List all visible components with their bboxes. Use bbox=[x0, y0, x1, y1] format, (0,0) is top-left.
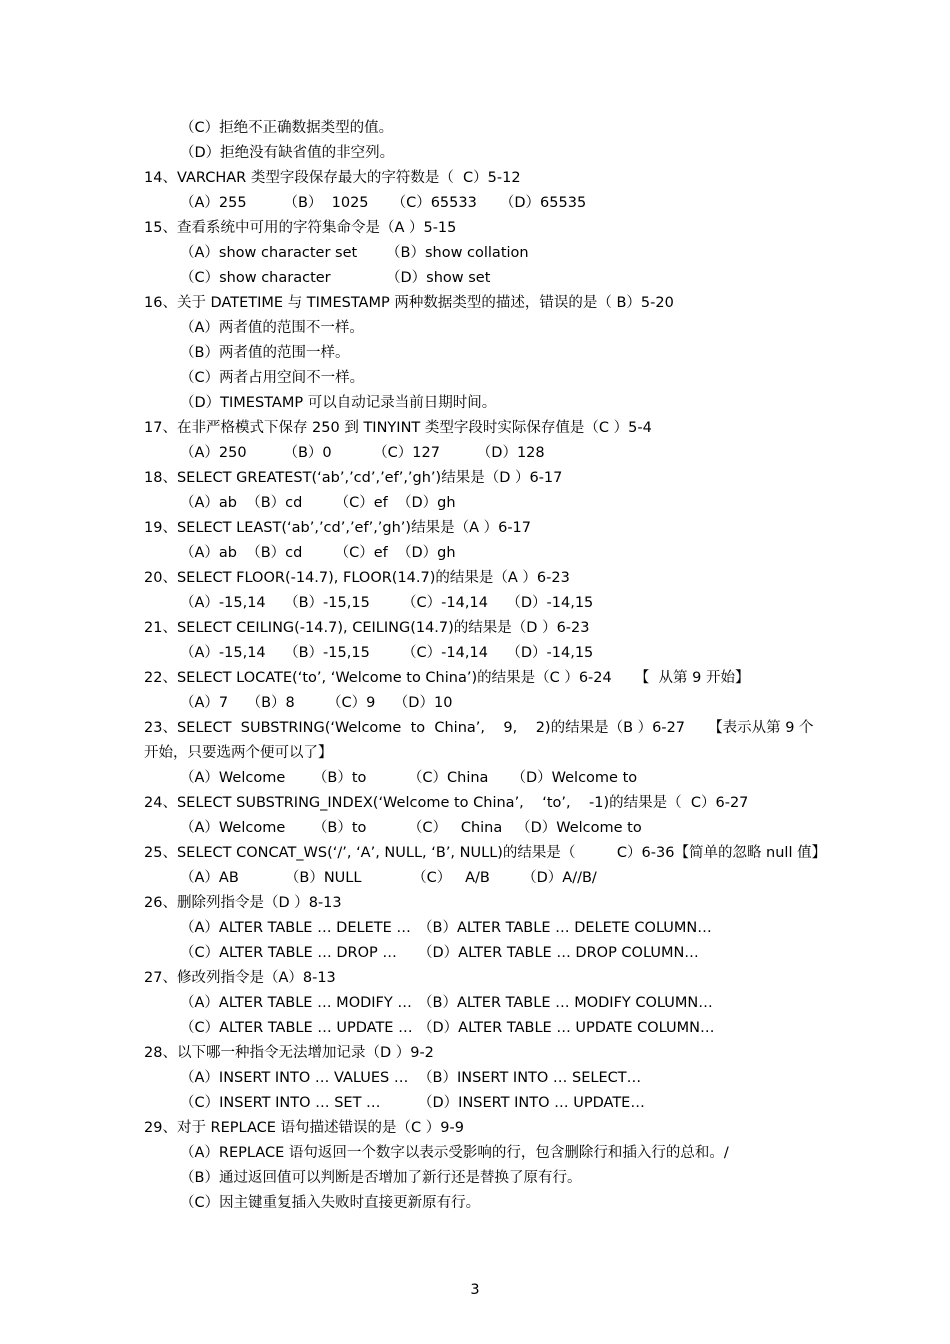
q28-option-d: （D）INSERT INTO … UPDATE… bbox=[418, 1095, 645, 1111]
q16-option-c: （C）两者占用空间不一样。 bbox=[180, 370, 365, 386]
q24-options: （A）Welcome （B）to （C） China （D）Welcome to bbox=[180, 820, 642, 836]
q16-option-d: （D）TIMESTAMP 可以自动记录当前日期时间。 bbox=[180, 395, 497, 411]
q16-stem: 16、关于 DATETIME 与 TIMESTAMP 两种数据类型的描述，错误的是（ B）5-20 bbox=[144, 295, 674, 311]
q26-stem: 26、删除列指令是（D ）8-13 bbox=[144, 895, 342, 911]
q18-options: （A）ab （B）cd （C）ef （D）gh bbox=[180, 495, 456, 511]
q23-stem-continuation: 开始，只要选两个便可以了】 bbox=[144, 745, 333, 761]
q24-stem: 24、SELECT SUBSTRING_INDEX(‘Welcome to China’, ‘to’, -1)的结果是（ C）6-27 bbox=[144, 795, 749, 811]
q27-option-a: （A）ALTER TABLE … MODIFY … bbox=[180, 995, 412, 1011]
q13-option-d: （D）拒绝没有缺省值的非空列。 bbox=[180, 145, 395, 161]
q16-option-b: （B）两者值的范围一样。 bbox=[180, 345, 350, 361]
q14-stem: 14、VARCHAR 类型字段保存最大的字符数是（ C）5-12 bbox=[144, 170, 521, 186]
q19-options: （A）ab （B）cd （C）ef （D）gh bbox=[180, 545, 456, 561]
q20-options: （A）-15,14 （B）-15,15 （C）-14,14 （D）-14,15 bbox=[180, 595, 594, 611]
q26-option-d: （D）ALTER TABLE … DROP COLUMN… bbox=[418, 945, 699, 961]
q20-stem: 20、SELECT FLOOR(-14.7), FLOOR(14.7)的结果是（A ）6-23 bbox=[144, 570, 570, 586]
q25-options: （A）AB （B）NULL （C） A/B （D）A//B/ bbox=[180, 870, 597, 886]
q15-stem: 15、查看系统中可用的字符集命令是（A ）5-15 bbox=[144, 220, 457, 236]
q17-stem: 17、在非严格模式下保存 250 到 TINYINT 类型字段时实际保存值是（C ）5-4 bbox=[144, 420, 652, 436]
q26-option-b: （B）ALTER TABLE … DELETE COLUMN… bbox=[418, 920, 712, 936]
q21-stem: 21、SELECT CEILING(-14.7), CEILING(14.7)的结果是（D ）6-23 bbox=[144, 620, 590, 636]
q28-option-c: （C）INSERT INTO … SET … bbox=[180, 1095, 381, 1111]
q23-options: （A）Welcome （B）to （C）China （D）Welcome to bbox=[180, 770, 638, 786]
q23-stem: 23、SELECT SUBSTRING(‘Welcome to China’, 9, 2)的结果是（B ）6-27 【表示从第 9 个 bbox=[144, 720, 814, 736]
q27-option-d: （D）ALTER TABLE … UPDATE COLUMN… bbox=[418, 1020, 715, 1036]
q27-option-b: （B）ALTER TABLE … MODIFY COLUMN… bbox=[418, 995, 713, 1011]
q15-option-a: （A）show character set bbox=[180, 245, 358, 261]
q15-option-b: （B）show collation bbox=[386, 245, 529, 261]
q29-stem: 29、对于 REPLACE 语句描述错误的是（C ）9-9 bbox=[144, 1120, 464, 1136]
q26-option-a: （A）ALTER TABLE … DELETE … bbox=[180, 920, 411, 936]
q17-options: （A）250 （B）0 （C）127 （D）128 bbox=[180, 445, 545, 461]
q28-option-a: （A）INSERT INTO … VALUES … bbox=[180, 1070, 409, 1086]
q27-option-c: （C）ALTER TABLE … UPDATE … bbox=[180, 1020, 413, 1036]
q18-stem: 18、SELECT GREATEST(‘ab’,’cd’,’ef’,’gh’)结果是（D ）6-17 bbox=[144, 470, 563, 486]
q16-option-a: （A）两者值的范围不一样。 bbox=[180, 320, 364, 336]
q29-option-c: （C）因主键重复插入失败时直接更新原有行。 bbox=[180, 1195, 481, 1211]
q15-option-d: （D）show set bbox=[386, 270, 491, 286]
q28-stem: 28、以下哪一种指令无法增加记录（D ）9-2 bbox=[144, 1045, 434, 1061]
q28-option-b: （B）INSERT INTO … SELECT… bbox=[418, 1070, 642, 1086]
q22-stem: 22、SELECT LOCATE(‘to’, ‘Welcome to China’)的结果是（C ）6-24 【 从第 9 开始】 bbox=[144, 670, 750, 686]
q14-options: （A）255 （B） 1025 （C）65533 （D）65535 bbox=[180, 195, 587, 211]
q29-option-b: （B）通过返回值可以判断是否增加了新行还是替换了原有行。 bbox=[180, 1170, 582, 1186]
q29-option-a: （A）REPLACE 语句返回一个数字以表示受影响的行，包含删除行和插入行的总和。/ bbox=[180, 1145, 729, 1161]
q21-options: （A）-15,14 （B）-15,15 （C）-14,14 （D）-14,15 bbox=[180, 645, 594, 661]
q15-option-c: （C）show character bbox=[180, 270, 331, 286]
q22-options: （A）7 （B）8 （C）9 （D）10 bbox=[180, 695, 453, 711]
q25-stem: 25、SELECT CONCAT_WS(‘/’, ‘A’, NULL, ‘B’, NULL)的结果是（ C）6-36【简单的忽略 null 值】 bbox=[144, 845, 827, 861]
q27-stem: 27、修改列指令是（A）8-13 bbox=[144, 970, 336, 986]
page-number: 3 bbox=[470, 1282, 480, 1298]
q13-option-c: （C）拒绝不正确数据类型的值。 bbox=[180, 120, 394, 136]
q19-stem: 19、SELECT LEAST(‘ab’,’cd’,’ef’,’gh’)结果是（A ）6-17 bbox=[144, 520, 532, 536]
q26-option-c: （C）ALTER TABLE … DROP … bbox=[180, 945, 397, 961]
